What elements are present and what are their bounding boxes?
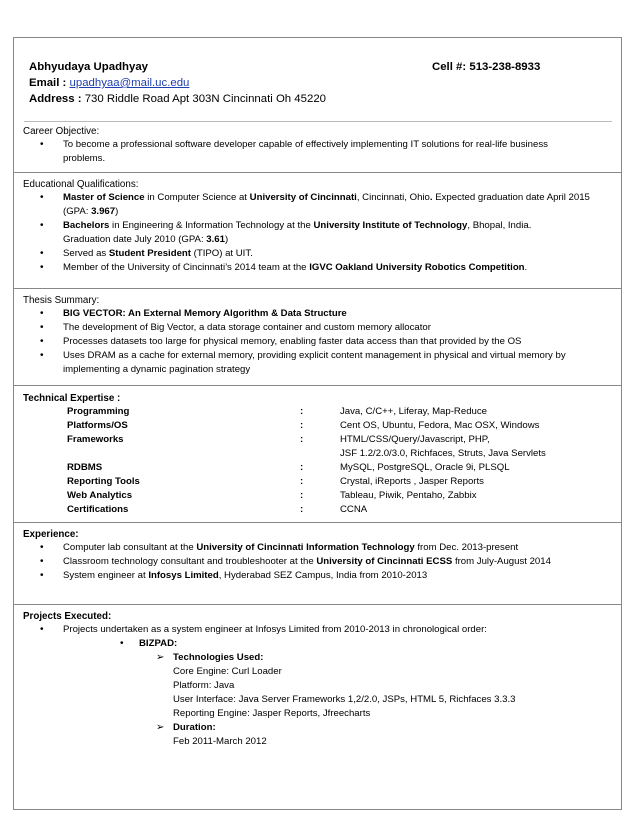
tech-row: Frameworks : HTML/CSS/Query/Javascript, PHP,: [67, 434, 490, 445]
tech-row: Web Analytics : Tableau, Piwik, Pentaho, Zabbix: [67, 490, 477, 501]
list-item: • Master of Science in Computer Science at University of Cincinnati, Cincinnati, Ohio. Expected graduation date April 2015 (GPA: 3.967): [40, 192, 590, 217]
section-title: Educational Qualifications:: [23, 179, 139, 190]
address-line: [29, 93, 326, 105]
duration-value: Feb 2011-March 2012: [173, 735, 267, 747]
list-item: • Member of the University of Cincinnati’s 2014 team at the IGVC Oakland University Robotics Competition.: [40, 261, 528, 273]
tech-row: Certifications : CCNA: [67, 504, 368, 515]
education-section: [23, 178, 613, 274]
section-title: Career Objective:: [23, 126, 100, 137]
tech-row: Platforms/OS : Cent OS, Ubuntu, Fedora, Mac OSX, Windows: [67, 420, 540, 431]
email-link[interactable]: upadhyaa@mail.uc.edu: [69, 77, 190, 89]
list-item: • The development of Big Vector, a data storage container and custom memory allocator: [40, 321, 431, 333]
cell-number: 513-238-8933: [469, 61, 541, 73]
tech-row: Programming : Java, C/C++, Liferay, Map-Reduce: [67, 406, 487, 417]
address-label: Address :: [29, 93, 82, 105]
tech-row: Reporting Tools : Crystal, iReports , Jasper Reports: [67, 476, 484, 487]
list-item: • Uses DRAM as a cache for external memory, providing explicit content management in physical and virtual memory by implementing a dynamic pagination strategy: [40, 349, 566, 375]
list-item: • BIG VECTOR: An External Memory Algorithm & Data Structure: [40, 308, 347, 319]
divider: [14, 288, 621, 289]
technical-section: [23, 392, 613, 517]
list-item: • Projects undertaken as a system engineer at Infosys Limited from 2010-2013 in chronological order:: [40, 624, 487, 635]
thesis-section: [23, 294, 613, 377]
tech-line: Core Engine: Curl Loader: [173, 665, 282, 677]
divider: [14, 604, 621, 605]
career-objective-section: [23, 125, 613, 166]
section-title: Technical Expertise :: [23, 393, 121, 404]
email-line: [29, 77, 189, 89]
cell-line: [432, 61, 540, 73]
divider: [14, 172, 621, 173]
arrow-bullet-icon: ➢: [156, 721, 165, 733]
duration-label: ➢ Duration:: [156, 721, 216, 733]
list-item: • Computer lab consultant at the University of Cincinnati Information Technology from Dec. 2013-present: [40, 542, 519, 553]
divider: [14, 385, 621, 386]
email-label: Email :: [29, 77, 67, 89]
projects-section: [23, 610, 613, 749]
tech-used-label: ➢ Technologies Used:: [156, 651, 264, 663]
tech-row: RDBMS : MySQL, PostgreSQL, Oracle 9i, PLSQL: [67, 462, 510, 473]
section-title: Experience:: [23, 529, 79, 540]
list-item: • To become a professional software developer capable of effectively implementing IT solutions for real-life business problems.: [40, 139, 548, 164]
candidate-name: Abhyudaya Upadhyay: [29, 61, 149, 73]
list-item: • System engineer at Infosys Limited, Hyderabad SEZ Campus, India from 2010-2013: [40, 569, 428, 581]
list-item: • Classroom technology consultant and troubleshooter at the University of Cincinnati ECSS from July-August 2014: [40, 555, 551, 567]
project-details: [23, 651, 613, 749]
tech-line: Platform: Java: [173, 679, 235, 691]
list-item: • Bachelors in Engineering & Information Technology at the University Institute of Technology, Bhopal, India. Graduation date July 2010 (GPA: 3.61): [40, 219, 532, 245]
experience-section: [23, 528, 613, 583]
section-title: Thesis Summary:: [23, 295, 100, 306]
cell-label: Cell #:: [432, 61, 467, 73]
tech-row-continued: JSF 1.2/2.0/3.0, Richfaces, Struts, Java Servlets: [340, 448, 546, 459]
tech-line: User Interface: Java Server Frameworks 1,2/2.0, JSPs, HTML 5, Richfaces 3.3.3: [173, 693, 516, 705]
list-item: • Served as Student President (TIPO) at UIT.: [40, 247, 253, 259]
list-item: • Processes datasets too large for physical memory, enabling faster data access than that provided by the OS: [40, 335, 522, 347]
tech-line: Reporting Engine: Jasper Reports, Jfreecharts: [173, 707, 371, 719]
divider: [24, 121, 612, 122]
divider: [14, 522, 621, 523]
project-item: • BIZPAD:: [120, 637, 178, 649]
address-text: 730 Riddle Road Apt 303N Cincinnati Oh 45220: [84, 93, 326, 105]
section-title: Projects Executed:: [23, 611, 112, 622]
arrow-bullet-icon: ➢: [156, 651, 165, 663]
resume-page: [13, 37, 622, 810]
